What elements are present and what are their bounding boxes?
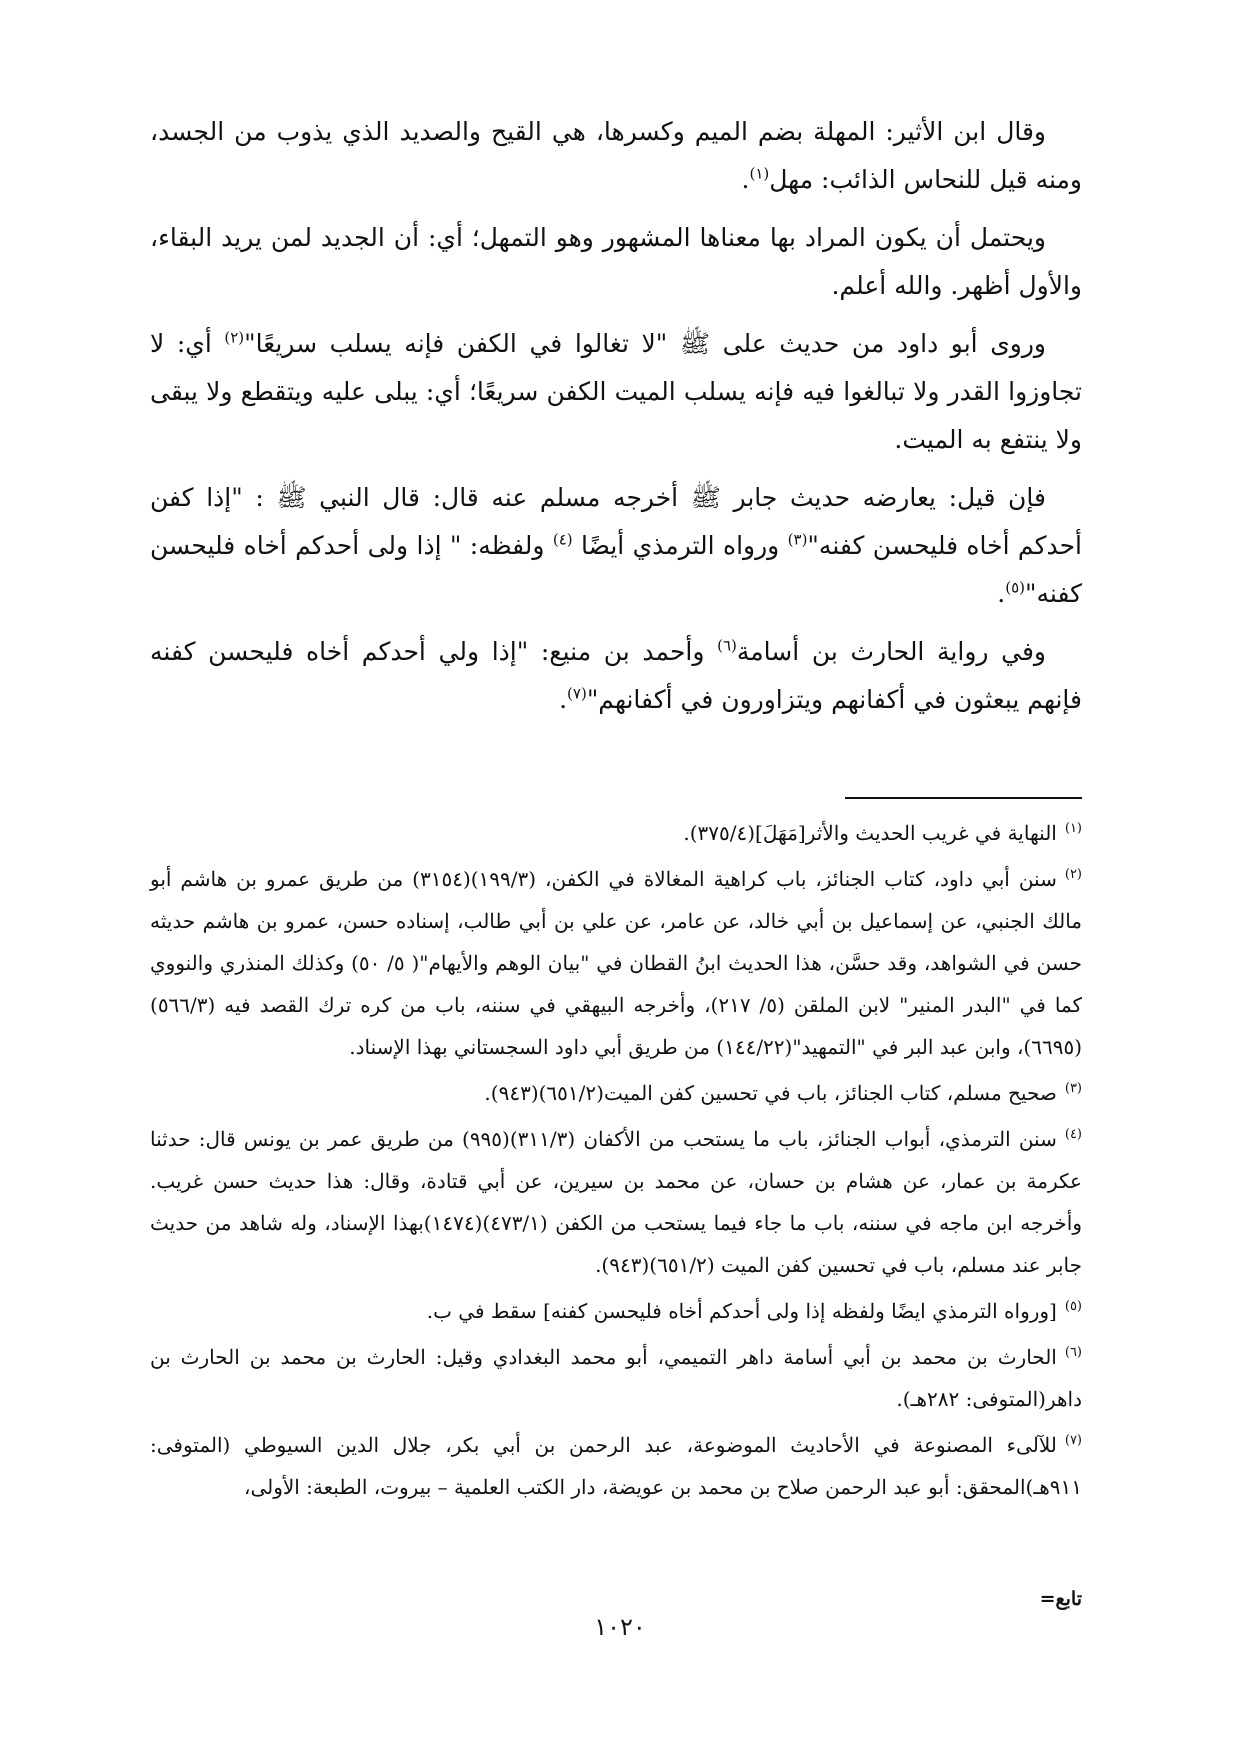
paragraph-text: ويحتمل أن يكون المراد بها معناها المشهور وهو التمهل؛ أي: أن الجديد لمن يريد البقاء، والأول أظهر. والله أعلم. <box>150 223 1082 300</box>
footnote-reference: (٥) <box>1005 578 1025 597</box>
footnote-number: (٧) <box>1064 1433 1082 1449</box>
footnote-3 <box>150 1072 1082 1114</box>
footnote-text: صحيح مسلم، كتاب الجنائز، باب في تحسين كفن الميت(٦٥١/٢)(٩٤٣). <box>484 1081 1057 1105</box>
footnote-reference: (٢) <box>224 328 245 347</box>
footnote-number: (٥) <box>1064 1299 1082 1315</box>
footnote-reference: (٦) <box>717 636 737 655</box>
paragraph-5 <box>150 628 1082 724</box>
paragraph-4 <box>150 474 1082 618</box>
footnote-separator <box>845 797 1082 799</box>
paragraph-text: أي: لا تجاوزوا القدر ولا تبالغوا فيه فإنه يسلب الميت الكفن سريعًا؛ أي: يبلى عليه ويتقطع ولا يبقى ولا ينتفع به الميت. <box>150 329 1082 454</box>
paragraph-text: ورواه الترمذي أيضًا <box>572 531 788 560</box>
paragraph-text: . <box>741 165 750 194</box>
footnote-reference: (٤) <box>552 530 573 549</box>
footnote-reference: (١) <box>749 164 770 183</box>
footnote-number: (٢) <box>1064 867 1082 883</box>
paragraph-text: . <box>997 579 1006 608</box>
footnote-text: سنن الترمذي، أبواب الجنائز، باب ما يستحب من الأكفان (٣١١/٣)(٩٩٥) من طريق عمر بن يونس قال: حدثنا عكرمة بن عمار، عن هشام بن حسان، عن محمد بن سيرين، عن أبي قتادة، وقال: هذا حديث حسن غريب. وأخرجه ابن ماجه في سننه، باب ما جاء فيما يستحب من الكفن (٤٧٣/١)(١٤٧٤)بهذا الإسناد، وله شاهد من حديث جابر عند مسلم، باب في تحسين كفن الميت (٦٥١/٢)(٩٤٣). <box>150 1127 1082 1277</box>
footnote-6 <box>150 1336 1082 1420</box>
footnotes-section <box>150 812 1082 1512</box>
paragraph-3 <box>150 320 1082 464</box>
paragraph-1 <box>150 108 1082 204</box>
footnote-7 <box>150 1424 1082 1508</box>
footnote-reference: (٧) <box>567 684 587 703</box>
page-number: ١٠٢٠ <box>594 1613 646 1641</box>
paragraph-text: وقال ابن الأثير: المهلة بضم الميم وكسرها، هي القيح والصديد الذي يذوب من الجسد، ومنه قيل للنحاس الذائب: مهل <box>150 117 1082 194</box>
paragraph-2 <box>150 214 1082 310</box>
footnote-reference: (٣) <box>787 530 808 549</box>
paragraph-text: وأحمد بن منيع: "إذا ولي أحدكم أخاه فليحسن كفنه فإنهم يبعثون في أكفانهم ويتزاورون في أكفانهم" <box>150 637 1082 714</box>
footnote-4 <box>150 1118 1082 1286</box>
footnote-2 <box>150 858 1082 1068</box>
footnote-text: النهاية في غريب الحديث والأثر[مَهَلَ](٣٧٥/٤). <box>683 821 1057 845</box>
paragraph-text: وفي رواية الحارث بن أسامة <box>736 637 1046 666</box>
paragraph-text: وروى أبو داود من حديث على ﷺ "لا تغالوا في الكفن فإنه يسلب سريعًا" <box>244 329 1046 358</box>
footnote-5 <box>150 1290 1082 1332</box>
paragraph-text: ولفظه: " إذا ولى أحدكم أخاه فليحسن كفنه" <box>150 531 1082 608</box>
footnote-1 <box>150 812 1082 854</box>
footnote-text: الحارث بن محمد بن أبي أسامة داهر التميمي، أبو محمد البغدادي وقيل: الحارث بن محمد بن الحارث بن داهر(المتوفى: ٢٨٢هـ). <box>150 1345 1082 1411</box>
paragraph-text: فإن قيل: يعارضه حديث جابر ﷺ أخرجه مسلم عنه قال: قال النبي ﷺ : "إذا كفن أحدكم أخاه فليحسن كفنه" <box>150 483 1082 560</box>
footnote-number: (٦) <box>1064 1345 1082 1361</box>
paragraph-text: . <box>559 685 568 714</box>
footnote-number: (١) <box>1064 821 1082 837</box>
footnote-text: [ورواه الترمذي ايضًا ولفظه إذا ولى أحدكم أخاه فليحسن كفنه] سقط في ب. <box>426 1299 1057 1323</box>
footnote-text: للآلىء المصنوعة في الأحاديث الموضوعة، عبد الرحمن بن أبي بكر، جلال الدين السيوطي (المتوفى: ٩١١هـ)المحقق: أبو عبد الرحمن صلاح بن محمد بن عويضة، دار الكتب العلمية – بيروت، الطبعة: الأولى، <box>150 1433 1082 1499</box>
footnote-number: (٣) <box>1064 1081 1082 1097</box>
continues-marker: تابع= <box>1039 1588 1082 1610</box>
main-text-body <box>150 108 1082 724</box>
footnote-text: سنن أبي داود، كتاب الجنائز، باب كراهية المغالاة في الكفن، (١٩٩/٣)(٣١٥٤) من طريق عمرو بن هاشم أبو مالك الجنبي، عن إسماعيل بن أبي خالد، عن عامر، عن علي بن أبي طالب، إسناده حسن، عمرو بن هاشم حديثه حسن في الشواهد، وقد حسَّن، هذا الحديث ابنُ القطان في "بيان الوهم والأيهام"( ٥/ ٥٠) وكذلك المنذري والنووي كما في "البدر المنير" لابن الملقن (٥/ ٢١٧)، وأخرجه البيهقي في سننه، باب من كره ترك القصد فيه (٥٦٦/٣)(٦٦٩٥)، وابن عبد البر في "التمهيد"(١٤٤/٢٢) من طريق أبي داود السجستاني بهذا الإسناد. <box>150 867 1082 1059</box>
footnote-number: (٤) <box>1064 1127 1082 1143</box>
